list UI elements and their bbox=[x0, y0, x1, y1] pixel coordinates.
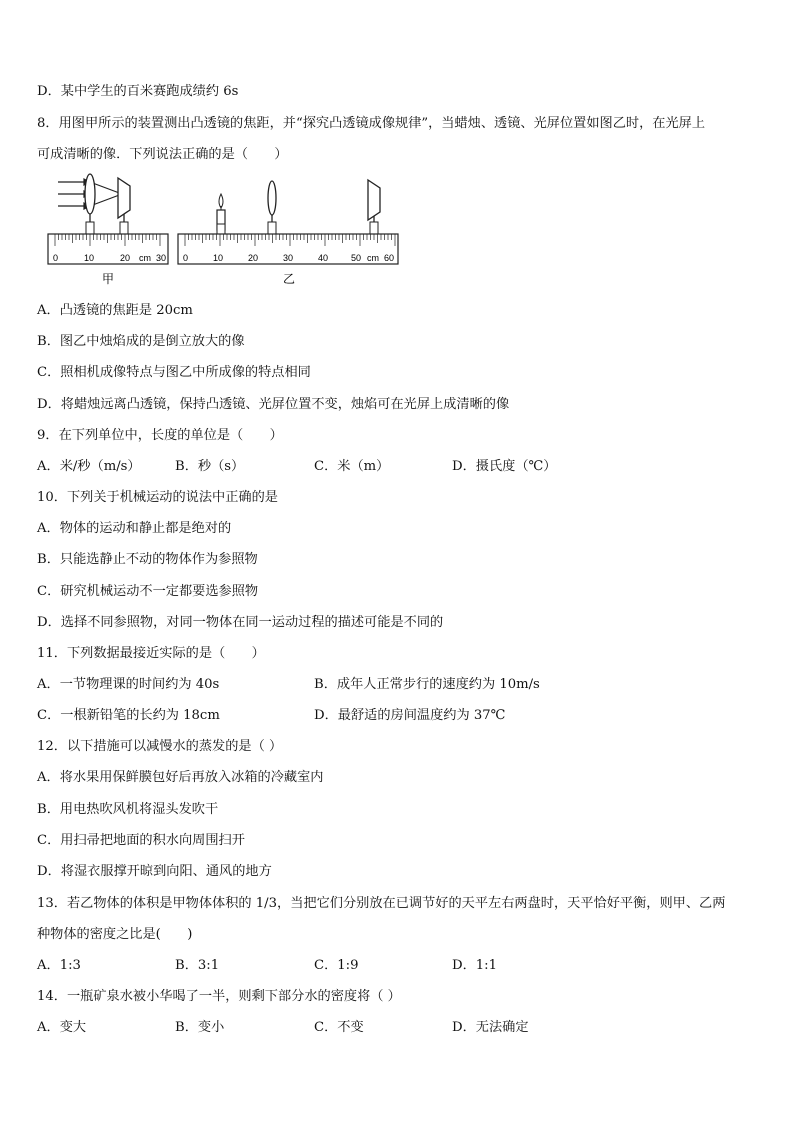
q7-option-d: D．某中学生的百米赛跑成绩约 6s bbox=[37, 84, 239, 99]
tick-label: 30 bbox=[283, 253, 294, 263]
q12-option-c: C．用扫帚把地面的积水向周围扫开 bbox=[37, 833, 245, 848]
tick-label: 0 bbox=[183, 253, 189, 263]
q13-option-a: A．1:3 bbox=[37, 958, 81, 973]
figure-jia bbox=[48, 174, 168, 286]
q14-option-a: A．变大 bbox=[37, 1020, 87, 1035]
figure-yi bbox=[178, 180, 398, 286]
q9-option-c: C．米（m） bbox=[314, 459, 390, 474]
q14-option-d: D．无法确定 bbox=[452, 1020, 529, 1035]
q11-option-a: A．一节物理课的时间约为 40s bbox=[37, 677, 220, 692]
q8-option-d: D．将蜡烛远离凸透镜，保持凸透镜、光屏位置不变，烛焰可在光屏上成清晰的像 bbox=[37, 397, 510, 412]
q14-stem: 14．一瓶矿泉水被小华喝了一半，则剩下部分水的密度将（ ） bbox=[37, 989, 401, 1004]
q13-option-c: C．1:9 bbox=[314, 958, 359, 973]
q8-stem-line1: 8．用图甲所示的装置测出凸透镜的焦距，并“探究凸透镜成像规律”，当蜡烛、透镜、光屏位置如图乙时，在光屏上 bbox=[37, 116, 706, 131]
candle-icon bbox=[217, 194, 225, 234]
tick-label: 0 bbox=[53, 253, 59, 263]
lens-icon bbox=[85, 174, 95, 214]
q9-option-d: D．摄氏度（℃） bbox=[452, 459, 557, 474]
screen-icon bbox=[368, 180, 380, 220]
q11-option-b: B．成年人正常步行的速度约为 10m/s bbox=[314, 677, 540, 692]
q8-option-a: A．凸透镜的焦距是 20cm bbox=[37, 303, 193, 318]
tick-label: 60 bbox=[384, 253, 395, 263]
q9-option-b: B．秒（s） bbox=[175, 459, 245, 474]
lens-icon bbox=[268, 181, 276, 215]
q12-option-b: B．用电热吹风机将湿头发吹干 bbox=[37, 802, 219, 817]
q10-option-d: D．选择不同参照物，对同一物体在同一运动过程的描述可能是不同的 bbox=[37, 615, 444, 630]
q14-option-c: C．不变 bbox=[314, 1020, 364, 1035]
q13-option-b: B．3:1 bbox=[175, 958, 220, 973]
tick-label: 30 bbox=[156, 253, 167, 263]
tick-label: 20 bbox=[120, 253, 131, 263]
q12-option-d: D．将湿衣服撑开晾到向阳、通风的地方 bbox=[37, 864, 272, 879]
q13-stem-line2: 种物体的密度之比是( ) bbox=[37, 927, 193, 942]
tick-label: 50 bbox=[351, 253, 362, 263]
q9-option-a: A．米/秒（m/s） bbox=[37, 459, 141, 474]
tick-label: 20 bbox=[248, 253, 259, 263]
q12-option-a: A．将水果用保鲜膜包好后再放入冰箱的冷藏室内 bbox=[37, 770, 324, 785]
caption-yi: 乙 bbox=[283, 272, 296, 286]
q10-option-c: C．研究机械运动不一定都要选参照物 bbox=[37, 584, 259, 599]
tick-unit: cm bbox=[367, 253, 379, 263]
q8-option-c: C．照相机成像特点与图乙中所成像的特点相同 bbox=[37, 365, 311, 380]
q11-option-c: C．一根新铅笔的长约为 18cm bbox=[37, 708, 220, 723]
screen-icon bbox=[118, 178, 130, 218]
q9-stem: 9．在下列单位中，长度的单位是（ ） bbox=[37, 428, 283, 443]
q10-option-b: B．只能选静止不动的物体作为参照物 bbox=[37, 552, 258, 567]
q8-option-b: B．图乙中烛焰成的是倒立放大的像 bbox=[37, 334, 245, 349]
caption-jia: 甲 bbox=[102, 272, 115, 286]
q11-stem: 11．下列数据最接近实际的是（ ） bbox=[37, 646, 265, 661]
tick-unit: cm bbox=[139, 253, 151, 263]
tick-label: 10 bbox=[84, 253, 95, 263]
q8-stem-line2: 可成清晰的像．下列说法正确的是（ ） bbox=[37, 147, 288, 162]
q10-option-a: A．物体的运动和静止都是绝对的 bbox=[37, 521, 232, 536]
tick-label: 10 bbox=[213, 253, 224, 263]
q13-option-d: D．1:1 bbox=[452, 958, 497, 973]
q13-stem-line1: 13．若乙物体的体积是甲物体体积的 1/3，当把它们分别放在已调节好的天平左右两盘时，天平恰好平衡，则甲、乙两 bbox=[37, 896, 726, 911]
q10-stem: 10．下列关于机械运动的说法中正确的是 bbox=[37, 490, 278, 505]
q8-figure bbox=[40, 172, 410, 290]
tick-label: 40 bbox=[318, 253, 329, 263]
q14-option-b: B．变小 bbox=[175, 1020, 225, 1035]
q11-option-d: D．最舒适的房间温度约为 37℃ bbox=[314, 708, 506, 723]
q12-stem: 12．以下措施可以减慢水的蒸发的是（ ） bbox=[37, 739, 283, 754]
